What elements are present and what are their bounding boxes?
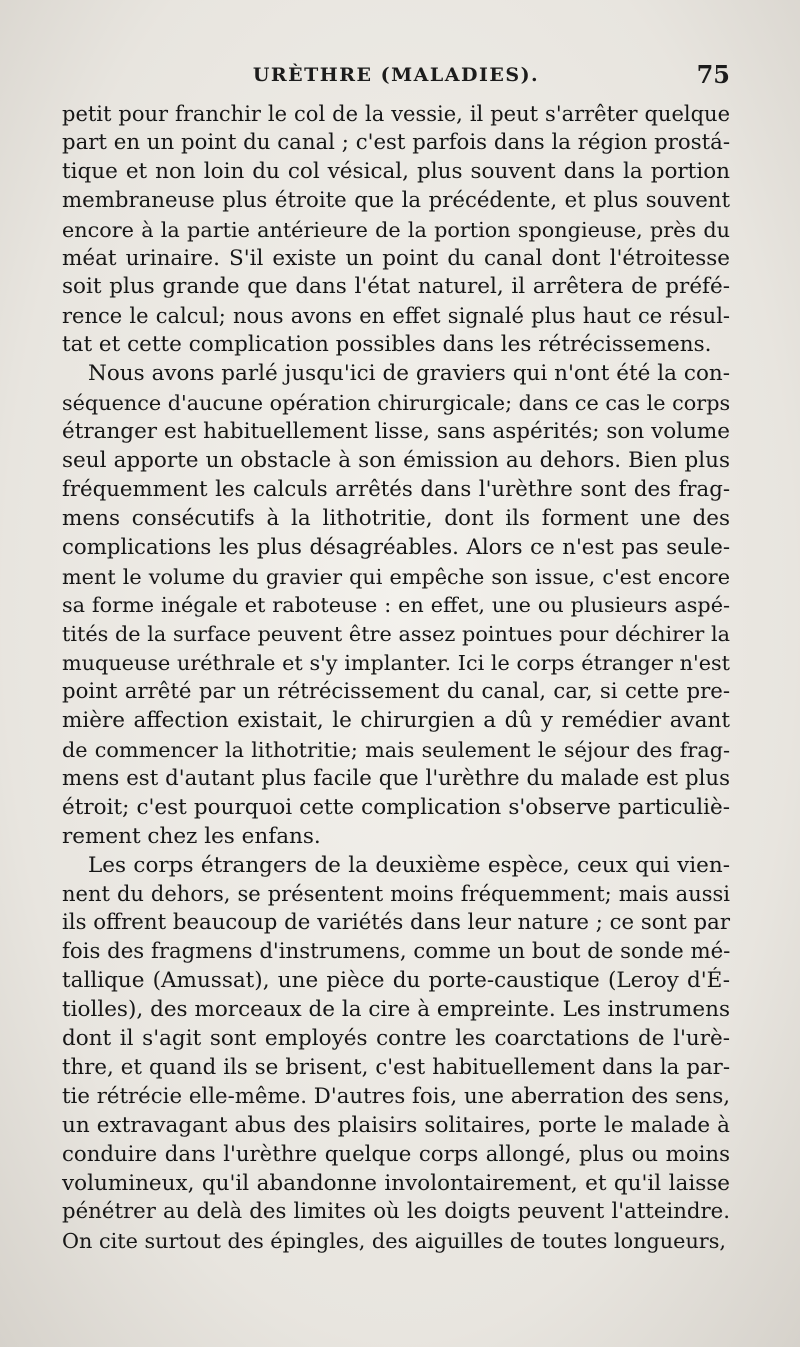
text-line: tités de la surface peuvent être assez pointues pour déchirer la: [62, 622, 730, 647]
text-line: Nous avons parlé jusqu'ici de graviers qui n'ont été la con-: [88, 361, 730, 387]
text-line: mens est d'autant plus facile que l'urèthre du malade est plus: [62, 765, 730, 791]
text-line: étranger est habituellement lisse, sans aspérités; son volume: [62, 418, 730, 444]
text-line: soit plus grande que dans l'état naturel, il arrêtera de préfé-: [62, 274, 730, 300]
text-line: fréquemment les calculs arrêtés dans l'urèthre sont des frag-: [62, 476, 730, 502]
text-line: part en un point du canal ; c'est parfois dans la région prostá-: [62, 129, 730, 155]
text-line: tiolles), des morceaux de la cire à empreinte. Les instrumens: [62, 997, 730, 1023]
text-line: sa forme inégale et raboteuse : en effet, une ou plusieurs aspé-: [62, 593, 730, 618]
text-line: seul apporte un obstacle à son émission au dehors. Bien plus: [62, 447, 730, 473]
text-line: séquence d'aucune opération chirurgicale; dans ce cas le corps: [62, 391, 731, 416]
text-line: On cite surtout des épingles, des aiguilles de toutes longueurs,: [62, 1229, 726, 1254]
text-line: volumineux, qu'il abandonne involontairement, et qu'il laisse: [62, 1170, 730, 1196]
text-line: ment le volume du gravier qui empêche son issue, c'est encore: [62, 564, 730, 589]
text-line: thre, et quand ils se brisent, c'est habituellement dans la par-: [62, 1054, 730, 1080]
text-line: tique et non loin du col vésical, plus souvent dans la portion: [62, 158, 730, 184]
text-line: étroit; c'est pourquoi cette complication s'observe particuliè-: [62, 794, 730, 820]
page-number: 75: [696, 60, 730, 89]
page-header: [62, 60, 730, 96]
text-line: tallique (Amussat), une pièce du porte-caustique (Leroy d'É-: [62, 968, 730, 994]
text-line: mens consécutifs à la lithotritie, dont ils forment une des: [62, 505, 730, 531]
paragraph: [62, 852, 730, 1257]
paragraph: [62, 100, 730, 360]
text-line: pénétrer au delà des limites où les doigts peuvent l'atteindre.: [62, 1199, 730, 1225]
text-line: rement chez les enfans.: [62, 823, 321, 849]
running-title: URÈTHRE (MALADIES).: [252, 64, 540, 86]
text-line: complications les plus désagréables. Alors ce n'est pas seule-: [62, 534, 730, 560]
text-line: mière affection existait, le chirurgien a dû y remédier avant: [62, 708, 730, 734]
text-line: de commencer la lithotritie; mais seulement le séjour des frag-: [62, 737, 730, 762]
text-line: Les corps étrangers de la deuxième espèce, ceux qui vien-: [88, 852, 730, 878]
text-line: fois des fragmens d'instrumens, comme un bout de sonde mé-: [62, 939, 731, 965]
text-line: petit pour franchir le col de la vessie, il peut s'arrêter quelque: [62, 102, 730, 126]
text-line: rence le calcul; nous avons en effet signalé plus haut ce résul-: [62, 304, 730, 329]
text-line: nent du dehors, se présentent moins fréquemment; mais aussi: [62, 882, 730, 907]
text-line: point arrêté par un rétrécissement du canal, car, si cette pre-: [62, 679, 730, 705]
text-line: méat urinaire. S'il existe un point du canal dont l'étroitesse: [62, 245, 730, 271]
text-line: muqueuse uréthrale et s'y implanter. Ici le corps étranger n'est: [62, 651, 730, 676]
text-line: membraneuse plus étroite que la précédente, et plus souvent: [62, 187, 730, 213]
text-line: tie rétrécie elle-même. D'autres fois, une aberration des sens,: [62, 1083, 730, 1109]
body-text: [62, 100, 730, 1256]
text-line: dont il s'agit sont employés contre les coarctations de l'urè-: [62, 1026, 730, 1051]
text-line: un extravagant abus des plaisirs solitaires, porte le malade à: [62, 1112, 730, 1138]
text-line: ils offrent beaucoup de variétés dans leur nature ; ce sont par: [62, 910, 730, 936]
text-line: tat et cette complication possibles dans les rétrécissemens.: [62, 332, 712, 358]
paragraph: [62, 360, 730, 851]
text-line: conduire dans l'urèthre quelque corps allongé, plus ou moins: [62, 1141, 730, 1167]
text-line: encore à la partie antérieure de la portion spongieuse, près du: [62, 217, 730, 242]
